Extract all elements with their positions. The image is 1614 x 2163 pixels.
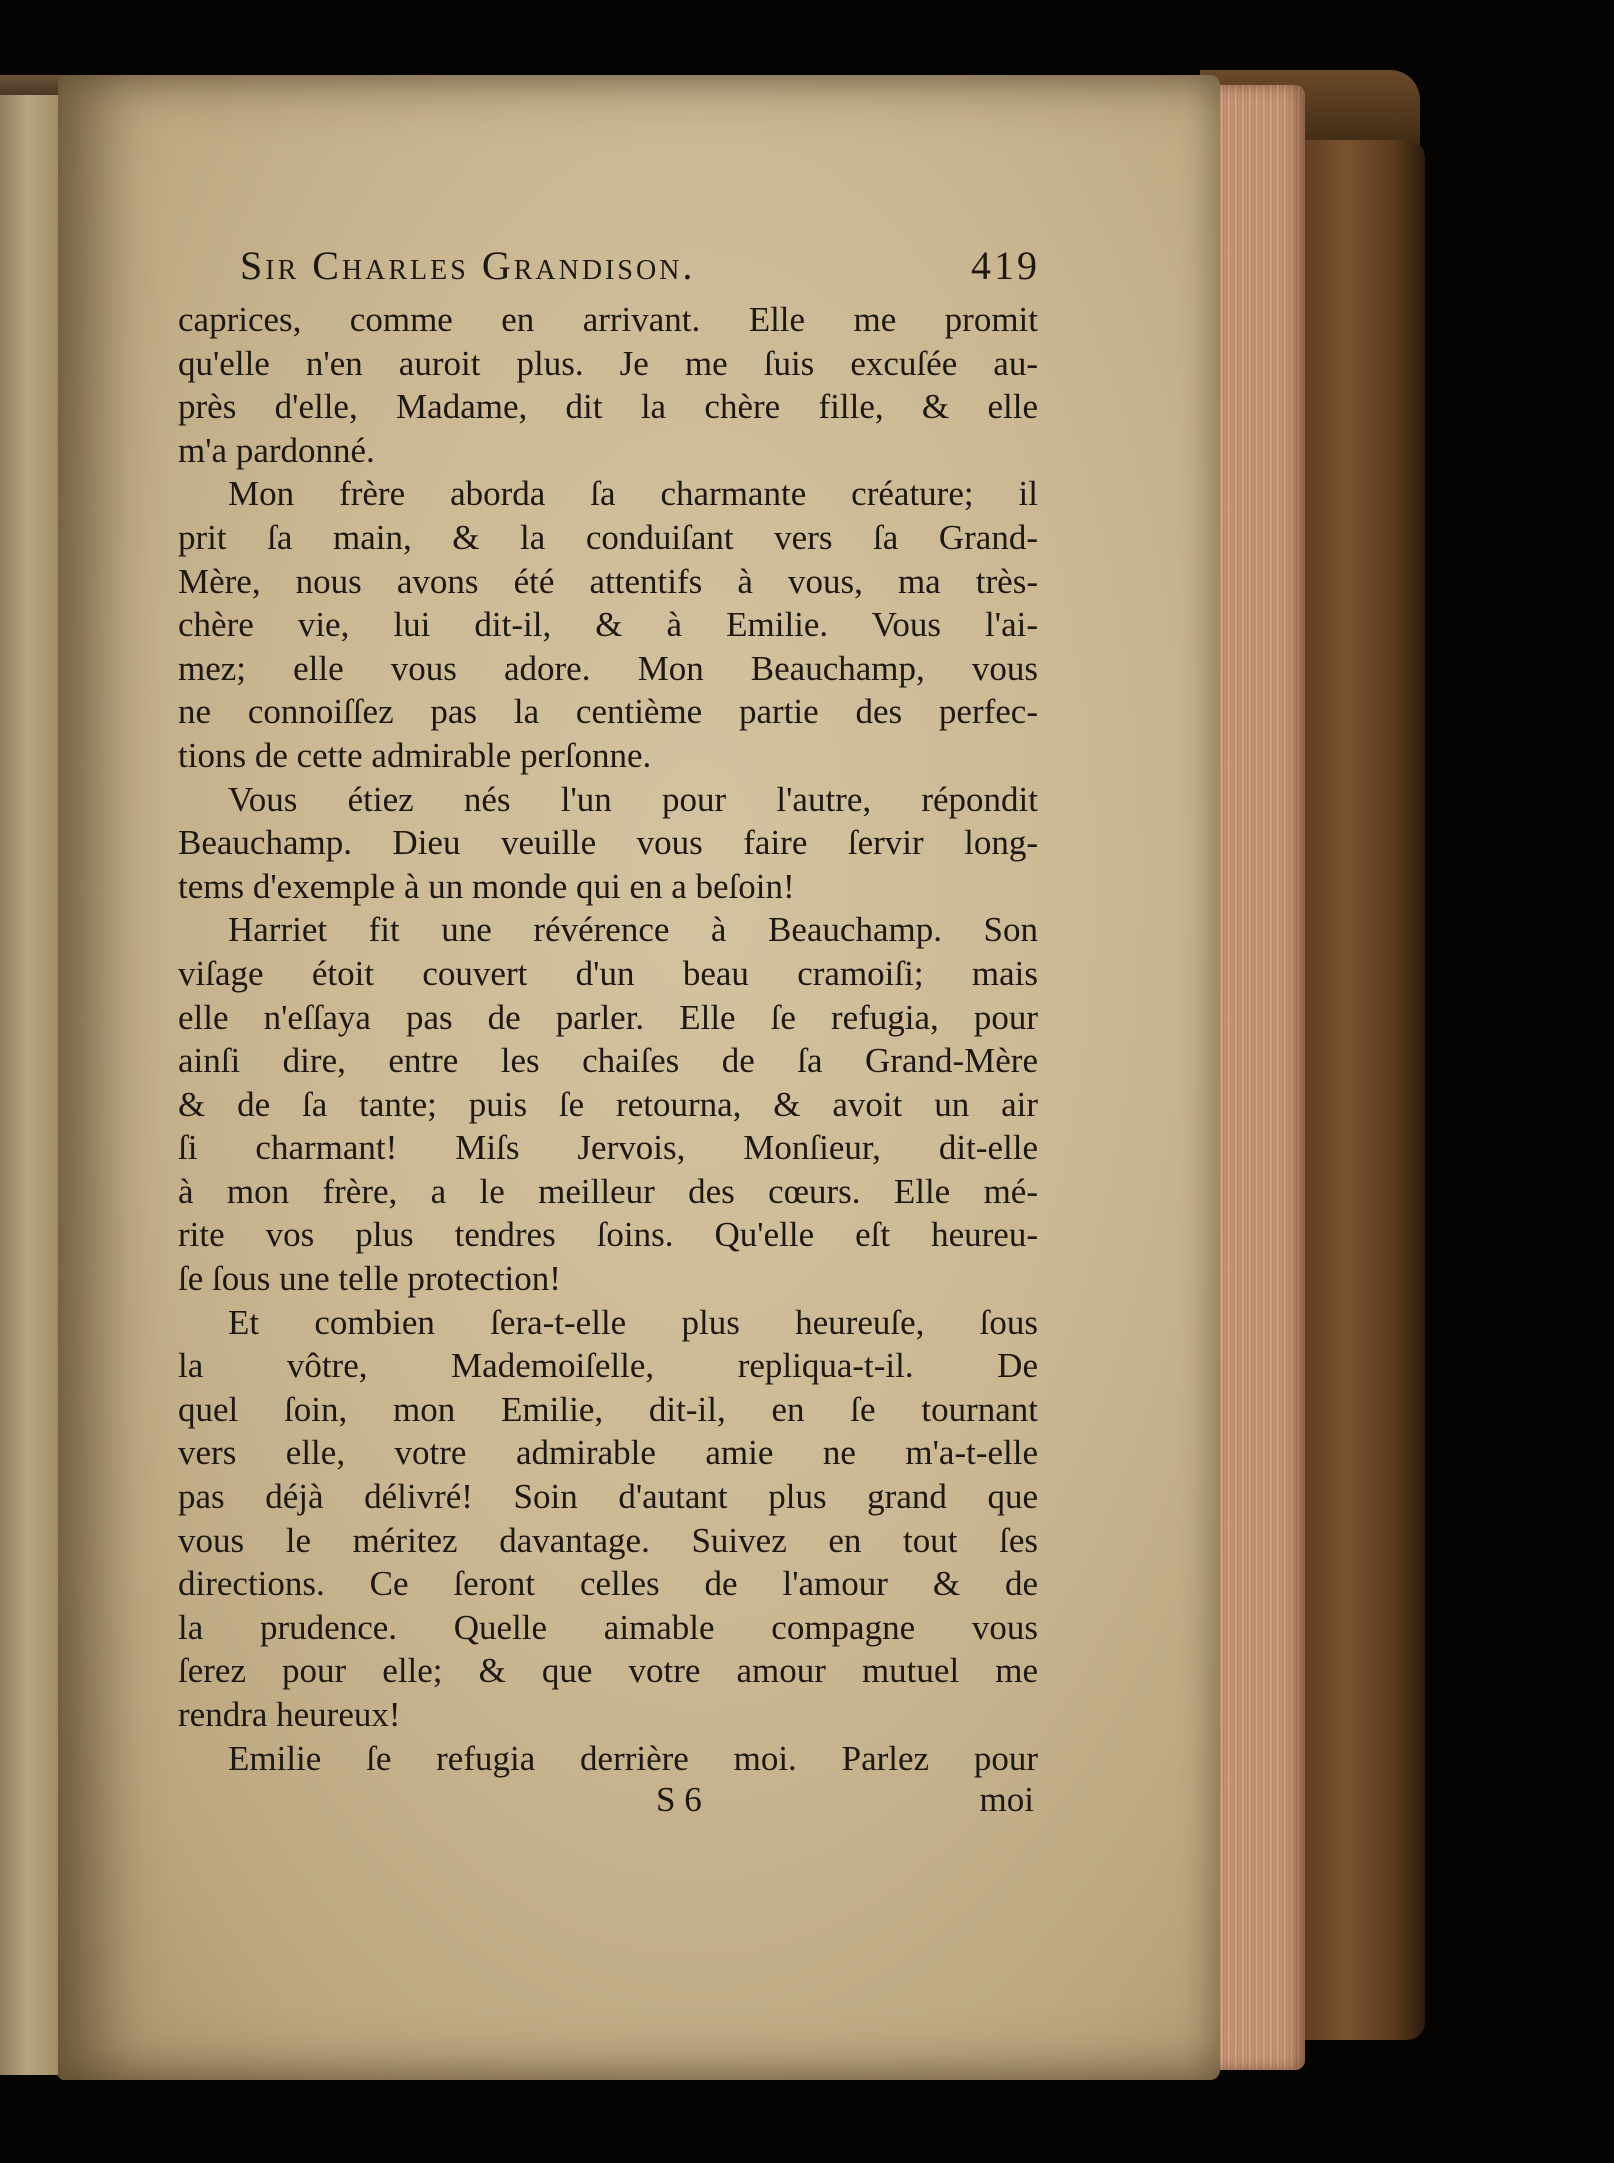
catchword: moi xyxy=(979,1780,1034,1820)
text-line: tions de cette admirable perſonne. xyxy=(178,735,652,775)
body-text xyxy=(178,298,1038,1780)
text-line: la prudence. Quelle aimable compagne vous xyxy=(178,1607,1038,1647)
text-line: rite vos plus tendres ſoins. Qu'elle eſt heureu- xyxy=(178,1215,1038,1255)
book-cover-right xyxy=(1295,140,1425,2040)
text-line: ſe ſous une telle protection! xyxy=(178,1259,561,1299)
text-line: qu'elle n'en auroit plus. Je me ſuis excuſée au- xyxy=(178,343,1038,383)
text-line: la vôtre, Mademoiſelle, repliqua-t-il. De xyxy=(178,1346,1038,1386)
text-line: vous le méritez davantage. Suivez en tout ſes xyxy=(178,1520,1038,1560)
text-line: prit ſa main, & la conduiſant vers ſa Grand- xyxy=(178,517,1038,557)
page-number: 419 xyxy=(971,243,1040,288)
signature-mark: S 6 xyxy=(656,1780,702,1820)
text-line: tems d'exemple à un monde qui en a beſoin! xyxy=(178,866,795,906)
page-text xyxy=(178,228,1038,1824)
running-head xyxy=(178,228,1038,298)
text-line: ſi charmant! Miſs Jervois, Monſieur, dit-elle xyxy=(178,1128,1038,1168)
text-line: Harriet fit une révérence à Beauchamp. Son xyxy=(228,910,1038,950)
text-line: mez; elle vous adore. Mon Beauchamp, vous xyxy=(178,648,1038,688)
text-line: chère vie, lui dit-il, & à Emilie. Vous l'ai- xyxy=(178,605,1038,645)
text-line: viſage étoit couvert d'un beau cramoiſi; mais xyxy=(178,953,1038,993)
text-line: m'a pardonné. xyxy=(178,430,375,470)
text-line: pas déjà délivré! Soin d'autant plus grand que xyxy=(178,1477,1038,1517)
text-line: ſerez pour elle; & que votre amour mutuel me xyxy=(178,1651,1038,1691)
page-footer xyxy=(178,1780,1038,1824)
text-line: rendra heureux! xyxy=(178,1695,401,1734)
text-line: Et combien ſera-t-elle plus heureuſe, ſous xyxy=(228,1302,1038,1342)
text-line: Mon frère aborda ſa charmante créature; il xyxy=(228,474,1038,514)
text-line: Mère, nous avons été attentifs à vous, ma très- xyxy=(178,561,1038,601)
running-head-title: Sir Charles Grandison. xyxy=(240,243,696,288)
text-line: ne connoiſſez pas la centième partie des perfec- xyxy=(178,692,1038,732)
page-edges xyxy=(1210,85,1305,2070)
text-line: près d'elle, Madame, dit la chère fille, & elle xyxy=(178,387,1038,427)
text-line: ainſi dire, entre les chaiſes de ſa Grand-Mère xyxy=(178,1041,1038,1081)
text-line: Beauchamp. Dieu veuille vous faire ſervir long- xyxy=(178,823,1038,863)
text-line: directions. Ce ſeront celles de l'amour & de xyxy=(178,1564,1038,1604)
text-line: Emilie ſe refugia derrière moi. Parlez pour xyxy=(228,1738,1038,1778)
text-line: à mon frère, a le meilleur des cœurs. Elle mé- xyxy=(178,1171,1038,1211)
text-line: elle n'eſſaya pas de parler. Elle ſe refugia, pour xyxy=(178,997,1038,1037)
text-line: & de ſa tante; puis ſe retourna, & avoit un air xyxy=(178,1084,1038,1124)
text-line: caprices, comme en arrivant. Elle me promit xyxy=(178,300,1038,339)
text-line: vers elle, votre admirable amie ne m'a-t-elle xyxy=(178,1433,1038,1473)
text-line: Vous étiez nés l'un pour l'autre, répondit xyxy=(228,779,1038,819)
text-line: quel ſoin, mon Emilie, dit-il, en ſe tournant xyxy=(178,1389,1038,1429)
